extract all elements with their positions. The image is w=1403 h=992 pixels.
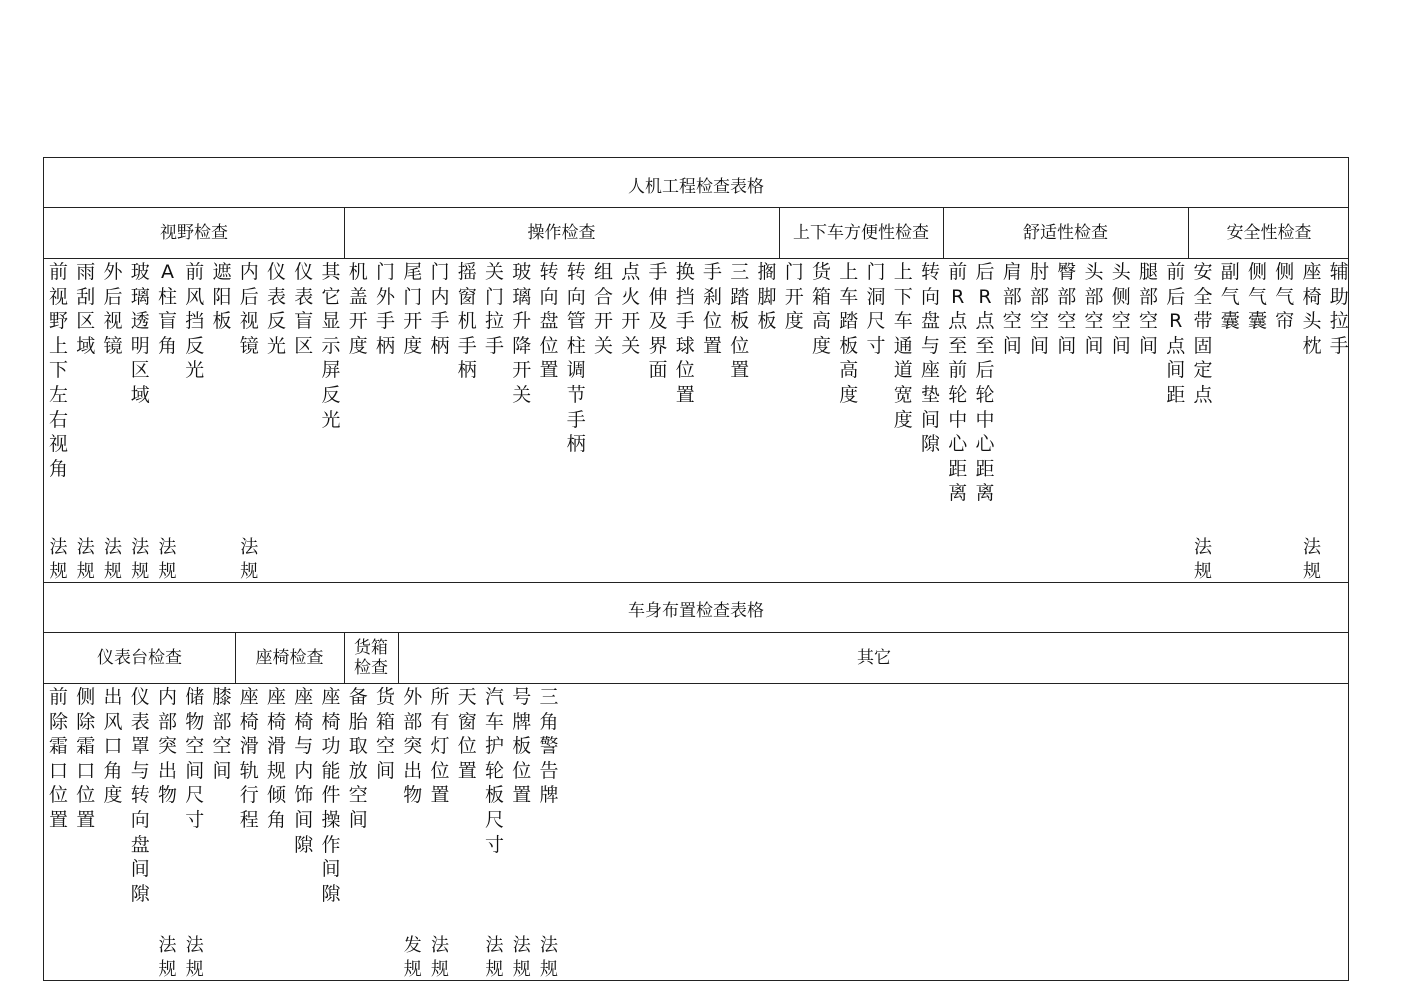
item-label: 座 椅 功 能 件 操 作 间 隙: [321, 686, 341, 905]
item-label: 门 开 度: [784, 261, 804, 333]
item-law-note: 法 规: [512, 935, 531, 980]
item-label: 出 风 口 角 度: [103, 686, 123, 807]
item-law-note: 法 规: [104, 537, 122, 582]
item-label: 关 门 拉 手: [484, 261, 504, 357]
item-law-note: 法 规: [485, 935, 504, 980]
item-label: 机 盖 开 度: [348, 261, 368, 357]
item-law-note: 法 规: [540, 935, 558, 980]
item-label: 其 它 显 示 屏 反 光: [321, 261, 341, 431]
item-label: 换 挡 手 球 位 置: [675, 261, 695, 406]
category-dashboard: 仪表台检查: [97, 648, 182, 668]
item-label: 储 物 空 间 尺 寸: [185, 686, 205, 831]
item-label: 组 合 开 关: [593, 261, 613, 357]
item-law-note: 发 规: [403, 935, 422, 980]
item-label: 转 向 盘 与 座 垫 间 隙: [920, 261, 940, 456]
item-label: 转 向 盘 位 置: [539, 261, 559, 382]
item-label: 仪 表 反 光: [266, 261, 286, 357]
item-label: 门 洞 尺 寸: [866, 261, 886, 357]
section-title-ergonomics: 人机工程检查表格: [628, 177, 764, 197]
item-label: 点 火 开 关: [621, 261, 641, 357]
item-law-note: 法 规: [240, 537, 259, 582]
item-label: 副 气 囊: [1220, 261, 1240, 333]
item-label: 汽 车 护 轮 板 尺 寸: [484, 686, 504, 856]
divider: [44, 683, 1348, 684]
divider: [943, 208, 944, 258]
divider: [44, 582, 1348, 583]
category-cargo: 货箱检查: [354, 638, 388, 678]
item-label: 搁 脚 板: [757, 261, 777, 333]
item-law-note: 法 规: [76, 537, 95, 582]
category-other: 其它: [857, 648, 891, 668]
item-label: 座 椅 头 枕: [1302, 261, 1322, 357]
item-label: 头 侧 空 间: [1111, 261, 1131, 357]
item-label: 内 部 突 出 物: [157, 686, 177, 807]
item-label: 备 胎 取 放 空 间: [348, 686, 368, 831]
item-label: 侧 气 囊: [1247, 261, 1267, 333]
item-label: 前 风 挡 反 光: [185, 261, 205, 382]
item-label: 上 下 车 通 道 宽 度: [893, 261, 913, 431]
item-label: 座 椅 滑 规 倾 角: [266, 686, 286, 831]
item-label: 上 车 踏 板 高 度: [839, 261, 859, 406]
item-label: 膝 部 空 间: [212, 686, 232, 782]
item-law-note: 法 规: [131, 537, 150, 582]
divider: [235, 633, 236, 683]
category-operation: 操作检查: [527, 223, 596, 243]
item-label: 转 向 管 柱 调 节 手 柄: [566, 261, 586, 456]
item-label: 前 后 R 点 间 距: [1166, 261, 1186, 406]
item-label: 臀 部 空 间: [1057, 261, 1077, 357]
inspection-sheet: [43, 157, 1349, 981]
divider: [344, 208, 345, 258]
item-label: 货 箱 高 度: [811, 261, 831, 357]
item-law-note: 法 规: [158, 935, 177, 980]
item-law-note: 法 规: [431, 935, 449, 980]
item-label: 遮 阳 板: [212, 261, 232, 333]
item-label: 三 角 警 告 牌: [539, 686, 559, 807]
item-label: 侧 除 霜 口 位 置: [76, 686, 96, 831]
item-label: 三 踏 板 位 置: [730, 261, 750, 382]
item-label: 外 后 视 镜: [103, 261, 123, 357]
category-visibility: 视野检查: [160, 223, 228, 243]
item-label: 货 箱 空 间: [375, 686, 395, 782]
item-label: 腿 部 空 间: [1138, 261, 1158, 357]
item-label: 内 后 视 镜: [239, 261, 259, 357]
item-label: 肘 部 空 间: [1029, 261, 1049, 357]
item-label: 所 有 灯 位 置: [430, 686, 450, 807]
category-safety: 安全性检查: [1226, 223, 1312, 243]
divider: [779, 208, 780, 258]
item-label: 手 伸 及 界 面: [648, 261, 668, 382]
category-comfort: 舒适性检查: [1023, 223, 1108, 243]
item-label: 前 除 霜 口 位 置: [48, 686, 68, 831]
item-label: 手 刹 位 置: [702, 261, 722, 357]
item-label: 门 外 手 柄: [375, 261, 395, 357]
item-label: 座 椅 滑 轨 行 程: [239, 686, 259, 831]
item-label: 外 部 突 出 物: [403, 686, 423, 807]
item-label: 后 R 点 至 后 轮 中 心 距 离: [975, 261, 995, 505]
item-label: 肩 部 空 间: [1002, 261, 1022, 357]
category-seat: 座椅检查: [255, 648, 324, 668]
item-label: 安 全 带 固 定 点: [1193, 261, 1213, 406]
item-label: 侧 气 帘: [1275, 261, 1295, 333]
item-label: A 柱 盲 角: [157, 261, 177, 357]
divider: [344, 633, 345, 683]
item-label: 雨 刮 区 域: [76, 261, 96, 357]
item-label: 前 R 点 至 前 轮 中 心 距 离: [948, 261, 968, 505]
item-law-note: 法 规: [1303, 537, 1321, 582]
divider: [1188, 208, 1189, 258]
item-law-note: 法 规: [49, 537, 68, 582]
section-title-body-layout: 车身布置检查表格: [628, 601, 764, 621]
item-label: 座 椅 与 内 饰 间 隙: [294, 686, 314, 856]
item-law-note: 法 规: [158, 537, 177, 582]
item-label: 号 牌 板 位 置: [512, 686, 532, 807]
item-label: 辅 助 拉 手: [1329, 261, 1349, 357]
item-label: 仪 表 盲 区: [294, 261, 314, 357]
category-entry-exit: 上下车方便性检查: [793, 223, 929, 243]
divider: [398, 633, 399, 683]
item-law-note: 法 规: [185, 935, 204, 980]
item-label: 门 内 手 柄: [430, 261, 450, 357]
item-label: 天 窗 位 置: [457, 686, 477, 782]
item-law-note: 法 规: [1194, 537, 1212, 582]
item-label: 头 部 空 间: [1084, 261, 1104, 357]
item-label: 仪 表 罩 与 转 向 盘 间 隙: [130, 686, 150, 905]
item-label: 玻 璃 透 明 区 域: [130, 261, 150, 406]
item-label: 前 视 野 上 下 左 右 视 角: [48, 261, 68, 480]
item-label: 玻 璃 升 降 开 关: [512, 261, 532, 406]
item-label: 摇 窗 机 手 柄: [457, 261, 477, 382]
divider: [44, 258, 1348, 259]
item-label: 尾 门 开 度: [403, 261, 423, 357]
